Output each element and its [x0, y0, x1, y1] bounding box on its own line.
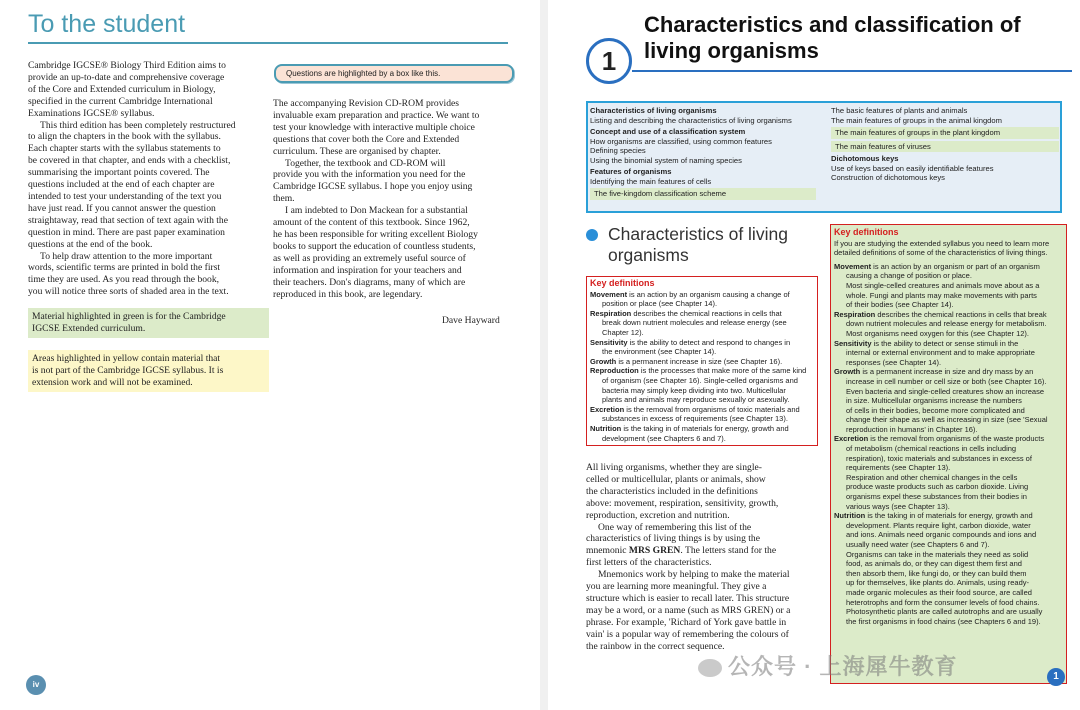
definition-term: Nutrition	[834, 511, 866, 521]
intro-line: time they are used. As you read through the book,	[28, 274, 220, 286]
definition-continuation: Chapter 12).	[602, 327, 644, 337]
syllabus-heading: Characteristics of living organisms	[590, 106, 717, 115]
definition-continuation: Photosynthetic plants are called autotrophs and are usually	[846, 607, 1043, 617]
intro-line: as well as providing an extremely useful source of	[273, 252, 466, 264]
intro-line: provide an up-to-date and comprehensive coverage	[28, 71, 225, 83]
definition-text: is the removal from organisms of toxic materials and	[624, 404, 800, 414]
definition-continuation: Organisms can take in the materials they need as solid	[846, 549, 1029, 559]
definition-continuation: organisms expel these substances from their bodies in	[846, 492, 1027, 502]
intro-line: specified in the current Cambridge International	[28, 95, 213, 107]
chapter-title-line-1: Characteristics and classification of	[644, 12, 1021, 37]
question-box-text: Questions are highlighted by a box like this.	[286, 69, 441, 78]
key-definition	[834, 339, 1063, 368]
body-line: reproduction, excretion and nutrition.	[586, 509, 730, 521]
definition-continuation: Respiration and other chemical changes in the cells	[846, 472, 1018, 482]
syllabus-item: Construction of dichotomous keys	[831, 173, 945, 182]
intro-line: invaluable exam preparation and practice. We want to	[273, 109, 480, 121]
intro-line: to align the chapters in the book with the syllabus.	[28, 131, 221, 143]
definition-text: is the removal from organisms of the waste products	[868, 434, 1045, 444]
definition-term: Reproduction	[590, 366, 639, 376]
watermark	[698, 650, 1038, 681]
definition-continuation: of metabolism (chemical reactions in cells including	[846, 444, 1017, 454]
definition-continuation: change their shape as well as increasing in size (see 'Sexual	[846, 415, 1048, 425]
right-page	[548, 0, 1080, 710]
syllabus-item: Using the binomial system of naming species	[590, 155, 742, 165]
body-line: vain' is a popular way of remembering the colours of	[586, 628, 789, 640]
green-highlight-box	[28, 308, 269, 338]
key-definition	[590, 357, 814, 367]
intro-line: reproduced in this book, are legendary.	[273, 288, 423, 300]
question-highlight-box	[274, 64, 514, 83]
syllabus-item: The main features of viruses	[831, 141, 1059, 153]
intro-line: I am indebted to Don Mackean for a substantial	[285, 205, 468, 217]
intro-line: To help draw attention to the more important	[40, 250, 213, 262]
definition-term: Respiration	[590, 308, 632, 318]
intro-line: Together, the textbook and CD-ROM will	[285, 157, 446, 169]
definition-continuation: break down nutrient molecules and release energy (see	[602, 318, 787, 328]
definition-continuation: increase in cell number or cell size or both (see Chapter 16).	[846, 376, 1047, 386]
intro-line: Cambridge IGCSE syllabus. I hope you enjoy using	[273, 181, 473, 193]
key-definition	[834, 434, 1063, 511]
intro-line: question in mind. There are past paper examination	[28, 226, 225, 238]
body-text	[586, 462, 826, 653]
page-number-badge	[26, 675, 46, 695]
key-definition	[590, 405, 814, 424]
body-line: the rainbow in the correct sequence.	[586, 640, 725, 652]
intro-line: he has been responsible for writing excellent Biology	[273, 228, 478, 240]
definition-term: Nutrition	[590, 423, 622, 433]
definition-continuation: of their bodies (see Chapter 14).	[846, 300, 954, 310]
chapter-number: 1	[601, 46, 617, 76]
page-title: To the student	[28, 10, 186, 38]
intro-column-1	[28, 60, 263, 298]
right-page-number: 1	[1053, 671, 1059, 682]
key-definitions-core-box	[586, 276, 818, 446]
syllabus-item: The five-kingdom classification scheme	[590, 188, 816, 200]
body-line: you are learning more meaningful. They give a	[586, 581, 767, 593]
definition-continuation: the first organisms in food chains (see Chapters 6 and 19).	[846, 616, 1041, 626]
definition-continuation: the environment (see Chapter 14).	[602, 347, 717, 357]
definition-term: Growth	[590, 356, 617, 366]
watermark-icon	[698, 659, 722, 677]
intro-line: summarising the important points covered. The	[28, 167, 210, 179]
key-definition	[590, 424, 814, 443]
intro-line: their teachers. Don's diagrams, many of which are	[273, 276, 466, 288]
body-line: above: movement, respiration, sensitivity, growth,	[586, 497, 779, 509]
key-definition	[834, 310, 1063, 339]
intro-line: be covered in that chapter, and ends with a checklist,	[28, 155, 231, 167]
intro-line: information and inspiration for your teachers and	[273, 264, 462, 276]
key-definition	[834, 262, 1063, 310]
definition-continuation: up for themselves, like plants do. Animals, using ready-	[846, 578, 1030, 588]
key-definitions-title: Key definitions	[834, 227, 899, 237]
body-line: One way of remembering this list of the	[598, 521, 752, 533]
syllabus-item: The main features of groups in the animal kingdom	[831, 115, 1002, 125]
body-line: structure which is easier to recall later. This structure	[586, 592, 790, 604]
definition-continuation: made organic molecules as their food source, are called	[846, 587, 1032, 597]
definition-term: Sensitivity	[590, 337, 628, 347]
key-definition	[590, 366, 814, 404]
green-box-line: Material highlighted in green is for the Cambridge	[32, 311, 226, 322]
definition-continuation: development (see Chapters 6 and 7).	[602, 433, 726, 443]
intro-line: them.	[273, 193, 295, 205]
definition-continuation: produce waste products such as carbon dioxide. Living	[846, 482, 1029, 492]
intro-line: intended to test your understanding of the text you	[28, 190, 222, 202]
syllabus-item: Use of keys based on easily identifiable features	[831, 163, 994, 173]
section-heading-line-1: Characteristics of living	[608, 224, 788, 244]
definition-continuation: causing a change of position or place.	[846, 271, 972, 281]
intro-line: of the Core and Extended curriculum in Biology,	[28, 83, 216, 95]
intro-line: curriculum. These are organised by chapter.	[273, 145, 441, 157]
syllabus-heading: Features of organisms	[590, 167, 672, 176]
definition-continuation: down nutrient molecules and release energy for metabolism.	[846, 319, 1047, 329]
body-line: All living organisms, whether they are single-	[586, 462, 762, 473]
key-definition	[834, 511, 1063, 626]
syllabus-item: The basic features of plants and animals	[831, 106, 968, 115]
definition-text: is the processes that make more of the same kind	[638, 366, 807, 376]
definition-continuation: of organism (see Chapter 16). Single-celled organisms and	[602, 375, 798, 385]
definition-continuation: Most single-celled creatures and animals move about as a	[846, 280, 1040, 290]
green-box-line: IGCSE Extended curriculum.	[32, 322, 146, 334]
intro-line: questions included at the end of each chapter are	[28, 179, 215, 191]
definition-continuation: and ions. Animals need organic compounds and ions and	[846, 530, 1037, 540]
definition-continuation: Even bacteria and single-celled creatures show an increase	[846, 386, 1045, 396]
definition-text: is a permanent increase in size (see Chapter 16).	[616, 356, 783, 366]
key-definitions-extended-box	[830, 224, 1067, 684]
body-line: characteristics of living things is by using the	[586, 533, 760, 545]
definition-term: Respiration	[834, 309, 876, 319]
definition-continuation: heterotrophs and form the consumer levels of food chains.	[846, 597, 1040, 607]
definition-text: is the ability to detect or sense stimuli in the	[871, 338, 1019, 348]
section-heading-line-2: organisms	[608, 245, 689, 265]
syllabus-heading: Dichotomous keys	[831, 154, 899, 163]
definition-continuation: substances in excess of requirements (see Chapter 13).	[602, 414, 788, 424]
yellow-box-line: is not part of the Cambridge IGCSE syllabus. It is	[32, 364, 224, 376]
definition-text: is a permanent increase in size and dry mass by an	[860, 367, 1034, 377]
intro-line: This third edition has been completely restructured	[40, 119, 236, 131]
intro-line: Each chapter starts with the syllabus statements to	[28, 143, 221, 155]
definition-continuation: position or place (see Chapter 14).	[602, 299, 718, 309]
key-definition	[590, 290, 814, 309]
right-page-number-badge	[1047, 668, 1065, 686]
definition-text: is an action by an organism or part of an organism	[871, 261, 1040, 271]
body-line: mnemonic MRS GREN. The letters stand for the	[586, 545, 777, 557]
definition-text: is an action by an organism causing a change of	[627, 289, 790, 299]
body-line: the characteristics included in the definitions	[586, 485, 758, 497]
extended-intro-line: If you are studying the extended syllabus you need to learn more	[834, 238, 1050, 248]
watermark-text: 公众号 · 上海犀牛教育	[728, 654, 958, 679]
definition-continuation: various ways (see Chapter 13).	[846, 501, 950, 511]
definition-continuation: in size. Multicellular organisms increase the numbers	[846, 396, 1022, 406]
intro-line: The accompanying Revision CD-ROM provides	[273, 98, 459, 109]
definition-continuation: of cells in their bodies, become more complicated and	[846, 405, 1025, 415]
yellow-highlight-box	[28, 350, 269, 392]
intro-column-2	[273, 98, 513, 300]
syllabus-left-column	[590, 106, 816, 200]
section-bullet	[586, 229, 598, 241]
syllabus-box	[586, 101, 1062, 213]
intro-line: test your knowledge with interactive multiple choice	[273, 121, 475, 133]
body-line: Mnemonics work by helping to make the material	[598, 569, 790, 581]
intro-line: you will notice three sorts of shaded area in the text.	[28, 286, 229, 298]
body-line: may be a word, or a name (such as MRS GREN) or a	[586, 604, 791, 616]
intro-line: Cambridge IGCSE® Biology Third Edition aims to	[28, 60, 226, 71]
definition-term: Sensitivity	[834, 338, 872, 348]
yellow-box-line: extension work and will not be examined.	[32, 376, 193, 388]
syllabus-item: The main features of groups in the plant kingdom	[831, 127, 1059, 139]
title-rule	[28, 42, 508, 44]
definition-continuation: usually need water (see Chapters 6 and 7).	[846, 540, 990, 549]
body-line: celled or multicellular, plants or animals, show	[586, 473, 766, 485]
key-definitions-title: Key definitions	[590, 278, 655, 288]
page-number: iv	[32, 680, 40, 689]
intro-line: straightaway, read that section of text again with the	[28, 214, 228, 226]
definition-term: Excretion	[834, 434, 869, 444]
definition-continuation: then absorb them, like fungi do, or they can build them	[846, 568, 1027, 578]
chapter-number-circle	[586, 38, 632, 84]
definition-continuation: whole. Fungi and plants may make movements with parts	[846, 290, 1037, 300]
definition-term: Movement	[834, 261, 872, 271]
intro-line: questions that cover both the Core and Extended	[273, 133, 460, 145]
syllabus-item: Listing and describing the characteristics of living organisms	[590, 115, 792, 125]
intro-line: provide you with the information you need for the	[273, 169, 466, 181]
syllabus-item: Identifying the main features of cells	[590, 176, 712, 186]
definition-continuation: respiration), toxic materials and substances in excess of	[846, 453, 1032, 463]
syllabus-item: Defining species	[590, 146, 646, 155]
definition-continuation: reproduction in humans' in Chapter 16).	[846, 424, 978, 434]
definition-continuation: development. Plants require light, carbon dioxide, water	[846, 520, 1031, 530]
syllabus-right-column	[831, 106, 1059, 183]
extended-intro-line: detailed definitions of some of the characteristics of living things.	[834, 248, 1048, 258]
definition-continuation: internal or external environment and to make appropriate	[846, 348, 1035, 358]
chapter-rule	[632, 70, 1072, 72]
definition-text: is the taking in of materials for energy, growth and	[621, 423, 789, 433]
intro-line: books to support the education of countless students,	[273, 240, 476, 252]
definition-term: Growth	[834, 367, 861, 377]
definition-term: Excretion	[590, 404, 625, 414]
chapter-title	[644, 12, 1074, 64]
definition-text: describes the chemical reactions in cells that	[631, 308, 782, 318]
definition-term: Movement	[590, 289, 628, 299]
yellow-box-line: Areas highlighted in yellow contain material that	[32, 353, 221, 364]
definition-text: is the ability to detect and respond to changes in	[627, 337, 791, 347]
definition-continuation: bacteria may simply keep dividing into two. Multicellular	[602, 385, 786, 395]
author-signature: Dave Hayward	[442, 315, 500, 326]
intro-line: have just read. If you cannot answer the question	[28, 202, 216, 214]
definition-text: is the taking in of materials for energy, growth and	[865, 511, 1033, 521]
body-line: first letters of the characteristics.	[586, 557, 712, 569]
chapter-title-line-2: living organisms	[644, 38, 819, 63]
key-definition	[590, 338, 814, 357]
syllabus-item: How organisms are classified, using common features	[590, 136, 772, 146]
intro-line: words, scientific terms are printed in bold the first	[28, 262, 221, 274]
definition-continuation: plants and animals may reproduce sexually or asexually.	[602, 395, 790, 405]
intro-line: amount of the content of this textbook. Since 1962,	[273, 217, 470, 229]
definition-continuation: requirements (see Chapter 13).	[846, 463, 951, 473]
intro-line: questions at the end of the book.	[28, 238, 153, 250]
definition-continuation: Most organisms need oxygen for this (see Chapter 12).	[846, 328, 1030, 338]
section-heading	[608, 224, 828, 266]
body-line: phrase. For example, 'Richard of York gave battle in	[586, 616, 787, 628]
key-definition	[590, 309, 814, 338]
definition-continuation: responses (see Chapter 14).	[846, 357, 942, 367]
definition-continuation: food, as animals do, or they can digest them first and	[846, 559, 1022, 569]
key-definition	[834, 367, 1063, 434]
definition-text: describes the chemical reactions in cells that break	[875, 309, 1047, 319]
intro-line: Examinations IGCSE® syllabus.	[28, 107, 155, 119]
syllabus-heading: Concept and use of a classification system	[590, 127, 746, 136]
